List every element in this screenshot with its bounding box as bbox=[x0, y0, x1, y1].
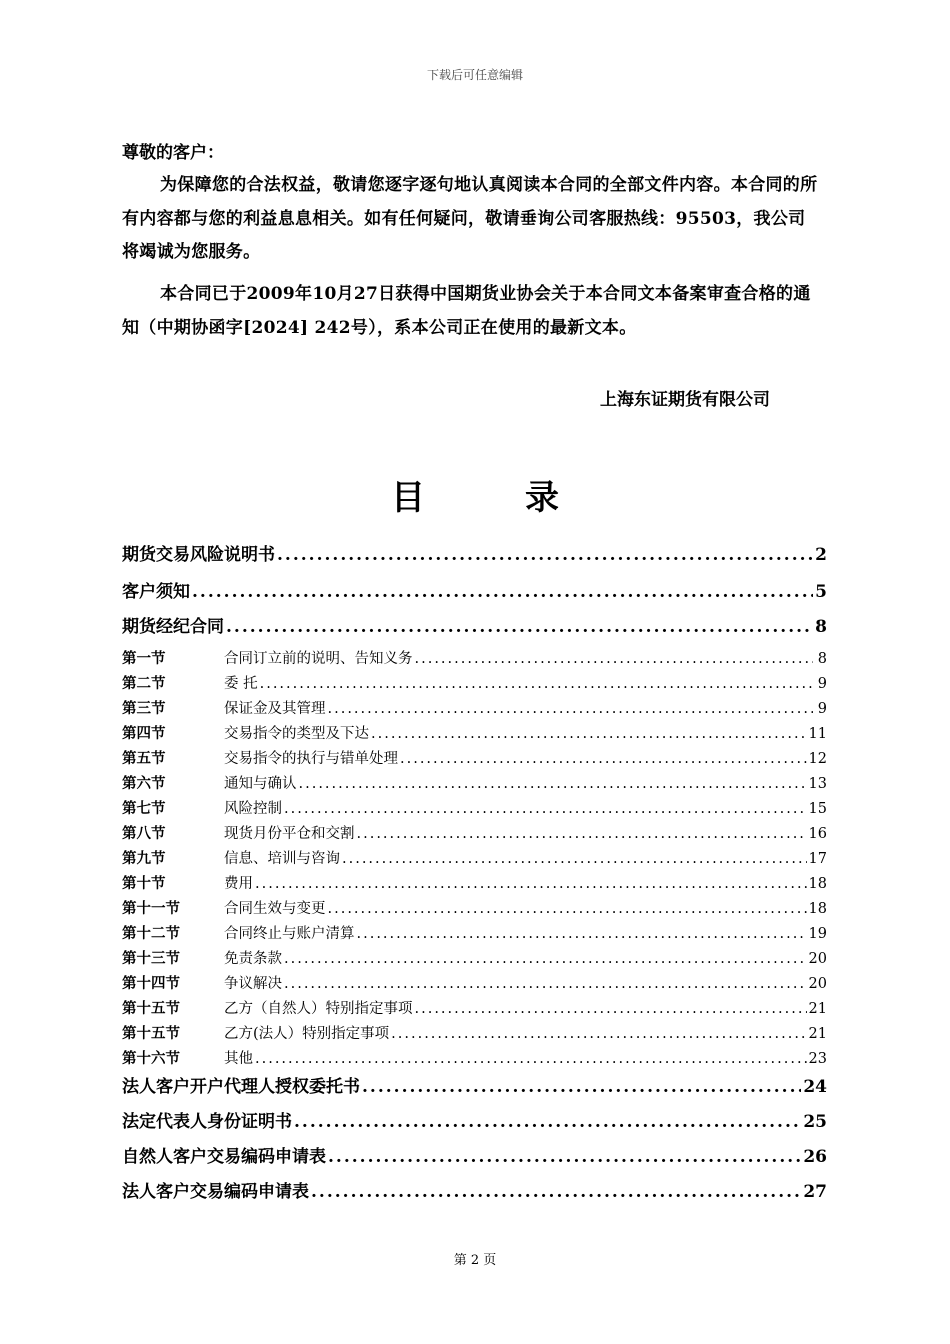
toc-page-number: 9 bbox=[817, 676, 827, 692]
toc-entry[interactable] bbox=[122, 772, 827, 797]
toc-leader-dots bbox=[284, 976, 807, 992]
toc-section-number: 第十五节 bbox=[122, 1025, 180, 1042]
toc-leader-dots bbox=[415, 1001, 807, 1017]
toc-entry[interactable] bbox=[122, 1107, 827, 1142]
toc-leader-dots bbox=[328, 1147, 801, 1167]
toc-entry-label: 交易指令的类型及下达 bbox=[224, 726, 369, 742]
toc-section-number: 第四节 bbox=[122, 725, 166, 742]
toc-page-number: 19 bbox=[808, 926, 827, 942]
company-signature: 上海东证期货有限公司 bbox=[600, 390, 770, 410]
toc-entry[interactable] bbox=[122, 540, 827, 577]
toc-section-number: 第九节 bbox=[122, 850, 166, 867]
toc-entry[interactable] bbox=[122, 822, 827, 847]
toc-page-number: 25 bbox=[803, 1112, 827, 1132]
toc-section-number: 第三节 bbox=[122, 700, 166, 717]
toc-leader-dots bbox=[400, 751, 807, 767]
header-note: 下载后可任意编辑 bbox=[426, 68, 523, 82]
toc-leader-dots bbox=[391, 1026, 806, 1042]
toc-page-number: 5 bbox=[815, 582, 827, 602]
toc-leader-dots bbox=[311, 1182, 801, 1202]
toc-entry-label: 其他 bbox=[224, 1051, 253, 1067]
toc-page-number: 16 bbox=[808, 826, 827, 842]
toc-leader-dots bbox=[328, 701, 814, 717]
toc-entry-label: 争议解决 bbox=[224, 976, 282, 992]
toc-entry-label: 免责条款 bbox=[224, 951, 282, 967]
toc-entry-label: 合同终止与账户清算 bbox=[224, 926, 355, 942]
toc-section-number: 第五节 bbox=[122, 750, 166, 767]
toc-entry[interactable] bbox=[122, 972, 827, 997]
toc-leader-dots bbox=[226, 617, 813, 637]
toc-leader-dots bbox=[328, 901, 807, 917]
toc-entry[interactable] bbox=[122, 797, 827, 822]
toc-section-number: 第十二节 bbox=[122, 925, 180, 942]
toc-section-number: 第十四节 bbox=[122, 975, 180, 992]
toc-page-number: 27 bbox=[803, 1182, 827, 1202]
toc-leader-dots bbox=[294, 1112, 801, 1132]
toc-page-number: 17 bbox=[808, 851, 827, 867]
toc-entry-label: 信息、培训与咨询 bbox=[224, 851, 340, 867]
toc-section-number: 第十六节 bbox=[122, 1050, 180, 1067]
toc-entry[interactable] bbox=[122, 647, 827, 672]
toc-title-char-2: 录 bbox=[525, 478, 559, 518]
toc-page-number: 18 bbox=[808, 876, 827, 892]
toc-entry[interactable] bbox=[122, 872, 827, 897]
toc-section-number: 第八节 bbox=[122, 825, 166, 842]
toc-entry-label: 现货月份平仓和交割 bbox=[224, 826, 355, 842]
toc-entry[interactable] bbox=[122, 1022, 827, 1047]
toc-leader-dots bbox=[362, 1077, 801, 1097]
toc-leader-dots bbox=[255, 876, 807, 892]
toc-title bbox=[0, 470, 950, 519]
toc-leader-dots bbox=[284, 951, 807, 967]
toc-page-number: 8 bbox=[817, 651, 827, 667]
toc-entry-label: 法人客户开户代理人授权委托书 bbox=[122, 1077, 360, 1097]
toc-page-number: 18 bbox=[808, 901, 827, 917]
toc-entry-label: 法定代表人身份证明书 bbox=[122, 1112, 292, 1132]
toc-leader-dots bbox=[299, 776, 807, 792]
toc-entry[interactable] bbox=[122, 897, 827, 922]
toc-leader-dots bbox=[277, 545, 813, 565]
toc-entry-label: 乙方（自然人）特别指定事项 bbox=[224, 1001, 413, 1017]
letter-paragraph-2 bbox=[122, 278, 822, 345]
toc-leader-dots bbox=[284, 801, 807, 817]
toc-title-char-1: 目 bbox=[391, 478, 425, 518]
toc-entry[interactable] bbox=[122, 612, 827, 647]
toc-page-number: 26 bbox=[803, 1147, 827, 1167]
toc-page-number: 21 bbox=[808, 1026, 827, 1042]
toc-page-number: 9 bbox=[817, 701, 827, 717]
toc-entry-label: 期货经纪合同 bbox=[122, 617, 224, 637]
toc-leader-dots bbox=[371, 726, 807, 742]
toc-section-number: 第十节 bbox=[122, 875, 166, 892]
toc-section-number: 第七节 bbox=[122, 800, 166, 817]
toc-leader-dots bbox=[255, 1051, 807, 1067]
letter-greeting: 尊敬的客户： bbox=[122, 143, 224, 163]
toc-entry[interactable] bbox=[122, 1142, 827, 1177]
toc-page-number: 15 bbox=[808, 801, 827, 817]
toc-entry-label: 保证金及其管理 bbox=[224, 701, 326, 717]
toc-entry-label: 费用 bbox=[224, 876, 253, 892]
toc-entry[interactable] bbox=[122, 722, 827, 747]
toc-entry-label: 法人客户交易编码申请表 bbox=[122, 1182, 309, 1202]
toc-page-number: 2 bbox=[815, 545, 827, 565]
toc-leader-dots bbox=[342, 851, 807, 867]
letter-paragraph-1 bbox=[122, 169, 822, 270]
toc-entry-label: 自然人客户交易编码申请表 bbox=[122, 1147, 326, 1167]
toc-entry[interactable] bbox=[122, 577, 827, 612]
toc-entry-label: 交易指令的执行与错单处理 bbox=[224, 751, 398, 767]
toc-leader-dots bbox=[192, 582, 813, 602]
toc-entry[interactable] bbox=[122, 697, 827, 722]
toc-page-number: 23 bbox=[808, 1051, 827, 1067]
toc-entry-label: 通知与确认 bbox=[224, 776, 297, 792]
toc-page-number: 8 bbox=[815, 617, 827, 637]
table-of-contents bbox=[122, 540, 827, 1212]
toc-entry-label: 合同生效与变更 bbox=[224, 901, 326, 917]
toc-page-number: 20 bbox=[808, 976, 827, 992]
toc-entry[interactable] bbox=[122, 922, 827, 947]
toc-entry[interactable] bbox=[122, 1072, 827, 1107]
toc-leader-dots bbox=[357, 926, 807, 942]
toc-entry[interactable] bbox=[122, 1047, 827, 1072]
toc-page-number: 13 bbox=[808, 776, 827, 792]
toc-entry-label: 合同订立前的说明、告知义务 bbox=[224, 651, 413, 667]
toc-section-number: 第二节 bbox=[122, 675, 166, 692]
toc-entry-label: 委 托 bbox=[224, 676, 258, 692]
toc-leader-dots bbox=[260, 676, 813, 692]
toc-page-number: 12 bbox=[808, 751, 827, 767]
toc-entry-label: 客户须知 bbox=[122, 582, 190, 602]
page-number: 第 2 页 bbox=[453, 1253, 497, 1268]
toc-page-number: 20 bbox=[808, 951, 827, 967]
toc-entry[interactable] bbox=[122, 847, 827, 872]
toc-page-number: 21 bbox=[808, 1001, 827, 1017]
toc-leader-dots bbox=[415, 651, 814, 667]
toc-entry-label: 乙方(法人）特别指定事项 bbox=[224, 1026, 390, 1042]
toc-entry[interactable] bbox=[122, 747, 827, 772]
letter-paragraph-1-text: 为保障您的合法权益，敬请您逐字逐句地认真阅读本合同的全部文件内容。本合同的所有内容都与您的利益息息相关。如有任何疑问，敬请垂询公司客服热线：95503，我公司将竭诚为您服务。 bbox=[122, 175, 818, 262]
toc-entry[interactable] bbox=[122, 997, 827, 1022]
toc-section-number: 第一节 bbox=[122, 650, 166, 667]
toc-section-number: 第十三节 bbox=[122, 950, 180, 967]
toc-entry-label: 风险控制 bbox=[224, 801, 282, 817]
toc-entry-label: 期货交易风险说明书 bbox=[122, 545, 275, 565]
toc-entry[interactable] bbox=[122, 672, 827, 697]
toc-page-number: 11 bbox=[808, 726, 827, 742]
letter-paragraph-2-text: 本合同已于2009年10月27日获得中国期货业协会关于本合同文本备案审查合格的通知（中期协函字[2024] 242号），系本公司正在使用的最新文本。 bbox=[122, 284, 811, 338]
toc-entry[interactable] bbox=[122, 947, 827, 972]
toc-section-number: 第六节 bbox=[122, 775, 166, 792]
toc-leader-dots bbox=[357, 826, 807, 842]
toc-section-number: 第十五节 bbox=[122, 1000, 180, 1017]
toc-section-number: 第十一节 bbox=[122, 900, 180, 917]
toc-entry[interactable] bbox=[122, 1177, 827, 1212]
toc-page-number: 24 bbox=[803, 1077, 827, 1097]
